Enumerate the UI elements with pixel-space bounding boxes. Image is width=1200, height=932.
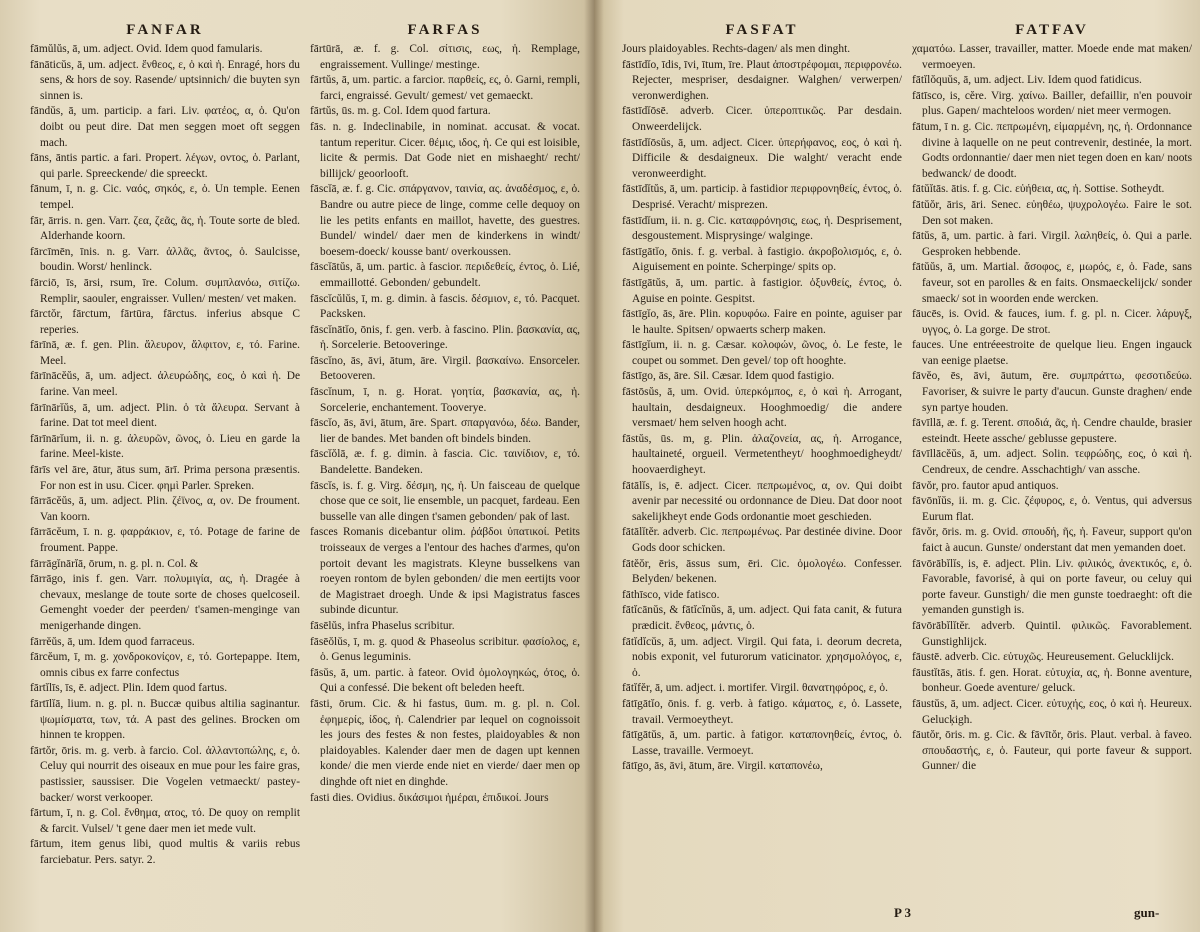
dictionary-entry: fātĕŏr, ēris, āssus sum, ēri. Cic. ὁμολογέω. Confesser. Belyden/ bekenen. <box>622 557 902 586</box>
dictionary-entry: fārtūrā, æ. f. g. Col. σίτισις, εως, ἡ. Remplage, engraissement. Vullinge/ mestinge. <box>310 43 580 71</box>
running-head-fasfat: FASFAT <box>725 22 799 38</box>
dictionary-entry: fārcĕum, ī, m. g. χονδροκονίςον, ε, τό. Gortepappe. Item, omnis cibus ex farre confectus <box>30 651 300 679</box>
dictionary-entry: Jours plaidoyables. Rechts-dagen/ als men dinght. <box>622 43 851 55</box>
dictionary-entry: fārtum, ī, n. g. Col. ἔνθημα, ατος, τό. De quoy on remplit & farcit. Vulsel/ 't gene daer men iet mede vult. <box>30 807 300 835</box>
dictionary-entry: fāucēs, is. Ovid. & fauces, ium. f. g. pl. n. Cicer. λάρυγξ, υγγος, ὁ. La gorge. De strot. <box>912 308 1192 336</box>
catchword: gun- <box>1134 905 1160 920</box>
dictionary-entry: fāvōrābĭlĭtĕr. adverb. Quintil. φιλικῶς. Favorablement. Gunstighlijck. <box>912 619 1192 648</box>
dictionary-entry: fātŭŏr, āris, āri. Senec. εὐηθέω, ψυχρολογέω. Faire le sot. Den sot maken. <box>912 198 1192 227</box>
dictionary-entry: fāstōsŭs, ā, um. Ovid. ὑπερκόμπος, ε, ὁ καὶ ἡ. Arrogant, haultain, desdaigneux. Hooghmoedig/ die andere versmaet/ hem selven hoogh acht. <box>622 386 902 430</box>
dictionary-entry: fātīsco, is, cĕre. Virg. χαίνω. Bailler, defaillir, n'en pouvoir plus. Gapen/ machteloos worden/ niet meer vermogen. <box>912 89 1192 118</box>
dictionary-entry: fāscĭno, ās, āvi, ātum, āre. Virgil. βασκαίνω. Ensorceler. Betooveren. <box>310 354 580 383</box>
dictionary-entry: fāvŏr, ōris. m. g. Ovid. σπουδή, ῆς, ἡ. Faveur, support qu'on faict à aucun. Gunste/ onderstant dat men yemanden doet. <box>912 526 1192 554</box>
dictionary-entry: fārctŏr, fārctum, fārtūra, fārctus. inferius absque C reperies. <box>30 308 300 336</box>
left-page <box>0 0 594 932</box>
signature-mark: P 3 <box>894 905 911 920</box>
dictionary-entry: fārrācĕŭs, ā, um. adject. Plin. ζέϊνος, α, ον. De froument. Van koorn. <box>30 495 300 523</box>
dictionary-entry: fārīnā, æ. f. gen. Plin. ἄλευρον, ἄλφιτον, ε, τό. Farine. Meel. <box>30 339 300 367</box>
dictionary-entry: χαματόω. Lasser, travailler, matter. Moede ende mat maken/ vermoeyen. <box>912 43 1192 71</box>
dictionary-entry: fasces Romanis dicebantur olim. ῥάβδοι ὑπατικοί. Petits troisseaux de verges a l'entour des haches d'armes, qu'on portoit devant les magistrats. Kleyne busselkens van roeyen rontom de bylen gebonden/ die men eertijts voor de Magistraet droegh. Unde & ipsi Magistratus fasces subinde dicuntur. <box>310 526 580 617</box>
left-column-2 <box>310 22 580 868</box>
dictionary-entry: fārtĭlīs, īs, ē. adject. Plin. Idem quod fartus. <box>30 682 228 695</box>
dictionary-entry: fāstīdĭtŭs, ā, um. particip. à fastidior περιφρονηθείς, έντος, ὁ. Desprisé. Veracht/ misprezen. <box>622 183 902 211</box>
dictionary-entry: fāvōrābĭlĭs, is, ē. adject. Plin. Liv. φιλικός, ἀνεκτικός, ε, ὁ. Favorable, favorisé, à qui on porte faveur, ou celuy qui porte faveur. Gunstigh/ die men gunste toedraeght: oft die yemanden gunstigh is. <box>912 557 1192 617</box>
dictionary-entry: fāstīgĭo, ās, āre. Plin. κορυφόω. Faire en pointe, aguiser par le haulte. Spitsen/ opwaerts scherp maken. <box>622 308 902 336</box>
dictionary-entry: fāscĭcŭlŭs, ī, m. g. dimin. à fascis. δέσμιον, ε, τό. Pacquet. Packsken. <box>310 292 580 321</box>
dictionary-entry: fāstīgātĭo, ōnis. f. g. verbal. à fastigio. ἀκροβολισμός, ε, ὁ. Aiguisement en pointe. Scherpinge/ spits op. <box>622 245 902 274</box>
dictionary-entry: fāvīllācĕŭs, ā, um. adject. Solin. τεφρώδης, εος, ὁ καὶ ἡ. Cendreux, de cendre. Asschachtigh/ van assche. <box>912 448 1192 477</box>
dictionary-entry: fāstīdĭōsē. adverb. Cicer. ὑπεροπτικῶς. Par desdain. Onweerdelijck. <box>622 105 902 133</box>
dictionary-entry: fāsēlŭs, infra Phaselus scribitur. <box>310 619 455 632</box>
dictionary-entry: fāstīdĭum, ii. n. g. Cic. καταφρόνησις, εως, ἡ. Desprisement, desgoustement. Misprysinge/ walginge. <box>622 214 902 243</box>
dictionary-entry: fāstīgĭum, ii. n. g. Cæsar. κολοφών, ῶνος, ὁ. Le feste, le coupet ou sommet. Den gevel/ top oft hooghte. <box>622 339 902 367</box>
dictionary-entry: fātĭcānŭs, & fātĭcĭnŭs, ā, um. adject. Qui fata canit, & futura prædicit. ἔνθεος, μάντις, ὁ. <box>622 604 902 632</box>
dictionary-entry: fāustŭs, ā, um. adject. Cicer. εὐτυχής, εος, ὁ καὶ ἡ. Heureux. Gelucķigh. <box>912 697 1192 726</box>
running-head-fanfar: FANFAR <box>126 22 204 38</box>
dictionary-entry: fārīs vel āre, ātur, ātus sum, ārī. Prima persona præsentis. For non est in usu. Cicer. φημὶ Parler. Spreken. <box>30 464 300 492</box>
dictionary-entry: fāstīgātŭs, ā, um. partic. à fastigior. ὀξυνθείς, έντος, ὁ. Aguise en pointe. Gespitst. <box>622 276 902 305</box>
dictionary-entry: fāutŏr, ōris. m. g. Cic. & fāvītŏr, ōris. Plaut. verbal. à faveo. σπουδαστής, ε, ὁ. Fauteur, qui porte faveur & support. Gunner/ die <box>912 729 1192 773</box>
dictionary-entry: fāvōnĭŭs, ii. m. g. Cic. ζέφυρος, ε, ὁ. Ventus, qui adversus Eurum flat. <box>912 495 1192 523</box>
dictionary-entry: fāstīdĭōsŭs, ā, um. adject. Cicer. ὑπερήφανος, εος, ὁ καὶ ἡ. Difficile & desdaigneux. Die walght/ veracht ende veronweerdight. <box>622 136 902 180</box>
dictionary-entry: fārtīlĭā, lium. n. g. pl. n. Buccæ quibus altilia saginantur. ψωμίσματα, των, τά. A past des gelines. Brocken om hinnen te kroppen. <box>30 697 300 742</box>
dictionary-entry: fātum, ī n. g. Cic. πεπρωμένη, εἱμαρμένη, ης, ἡ. Ordonnance divine à laquelle on ne peut contrevenir, destinée, la mort. Godts ordonnantie/ daer men niet tegen doen en kan/ noots bedwanck/ de doodt. <box>912 120 1192 180</box>
dictionary-entry: fāsti, ōrum. Cic. & hi fastus, ūum. m. g. pl. n. Col. ἐφημερίς, ίδος, ἡ. Calendrier par lequel on cognoissoit les jours des festes & non festes, plaidoyables & non plaidoyables. Kalender daer men de dagen upt kennen konde/ die men vierde ende niet en vierde/ daer men op dinghde oft niet en dinghde. <box>310 697 580 788</box>
dictionary-entry: fārtŭs, ūs. m. g. Col. Idem quod fartura. <box>310 105 491 118</box>
dictionary-entry: fātīgātĭo, ōnis. f. g. verb. à fatigo. κάματος, ε, ὁ. Lassete, travail. Vermoeytheyt. <box>622 697 902 726</box>
running-head-farfas: FARFAS <box>407 22 483 38</box>
dictionary-entry: fāscĭnum, ī, n. g. Horat. γοητία, βασκανία, ας, ἡ. Sorcelerie, enchantement. Tooverye. <box>310 386 580 414</box>
dictionary-entry: fāustē. adverb. Cic. εὐτυχῶς. Heureusement. Gelucklijck. <box>912 651 1174 664</box>
dictionary-entry: fārtum, item genus libi, quod multis & variis rebus farciebatur. Pers. satyr. 2. <box>30 838 300 866</box>
dictionary-entry: fārrācĕum, ī. n. g. φαρράκιον, ε, τό. Potage de farine de froument. Pappe. <box>30 526 300 554</box>
dictionary-entry: fās. n. g. Indeclinabile, in nominat. accusat. & vocat. tantum reperitur. Cicer. θέμις, ιδος, ἡ. Ce qui est loisible, licite & permis. Dat Gode niet en mishaeght/ recht/ billijck/ geoorlooft. <box>310 120 580 180</box>
dictionary-entry: fāstŭs, ūs. m, g. Plin. ἀλαζονεία, ας, ἡ. Arrogance, haultaineté, orgueil. Vermetentheyt/ hooghmoedigheydt/ hoovaerdigheyt. <box>622 432 902 477</box>
entry-list <box>912 42 1192 775</box>
entry-list <box>30 42 300 868</box>
dictionary-entry: fātālĭs, is, ē. adject. Cicer. πεπρωμένος, α, ον. Qui doibt avenir par necessité ou ordonnance de Dieu. Dat door noot sakelijkheyt ende Gods ordonantie moet geschieden. <box>622 479 902 523</box>
dictionary-entry: fārīnārĭŭs, ā, um. adject. Plin. ὁ τὰ ἄλευρα. Servant à farine. Dat tot meel dient. <box>30 401 300 430</box>
right-column-2 <box>912 22 1192 775</box>
dictionary-entry: fāvŏr, pro. fautor apud antiquos. <box>912 479 1059 492</box>
dictionary-entry: fāsŭs, ā, um. partic. à fateor. Ovid ὁμολογηκώς, ότος, ὁ. Qui a confessé. Die bekent oft beleden heeft. <box>310 666 580 695</box>
dictionary-entry: fāscĭŏlā, æ. f. g. dimin. à fascia. Cic. ταινίδιον, ε, τό. Bandelette. Bandeken. <box>310 448 580 477</box>
dictionary-entry: fāvĕo, ēs, āvi, āutum, ēre. συμπράττω, φεσοτιδεύω. Favoriser, & suivre le party d'aucun. Gunste draghen/ ende syn partye houden. <box>912 370 1192 414</box>
dictionary-entry: fārrĕŭs, ā, um. Idem quod farraceus. <box>30 635 195 648</box>
dictionary-entry: fāsēŏlŭs, ī, m. g. quod & Phaseolus scribitur. φασίολος, ε, ὁ. Genus leguminis. <box>310 635 580 664</box>
dictionary-entry: fāmŭlŭs, ā, um. adject. Ovid. Idem quod famularis. <box>30 43 263 55</box>
dictionary-entry: fārīnācĕŭs, ā, um. adject. ἀλευρώδης, εος, ὁ καὶ ἡ. De farine. Van meel. <box>30 370 300 399</box>
dictionary-entry: fātīgātŭs, ā, um. partic. à fatigor. καταπονηθείς, έντος, ὁ. Lasse, travaille. Vermoeyt. <box>622 729 902 757</box>
dictionary-entry: fārtŭs, ā, um. partic. a farcior. παρθείς, ες, ὁ. Garni, rempli, farci, engraissé. Gevult/ gemest/ vet gemaeckt. <box>310 74 580 102</box>
left-column-1 <box>30 22 300 868</box>
dictionary-entry: fauces. Une entréeestroite de quelque lieu. Engen ingauck van eenige plaetse. <box>912 339 1192 367</box>
dictionary-entry: fātŭŭs, ā, um. Martial. ἄσοφος, ε, μωρός, ε, ὁ. Fade, sans faveur, sot en parolles & en faits. Onsmaeckelijck/ sonder smaeck/ sot in woorden ende wercken. <box>912 261 1192 305</box>
dictionary-entry: fātŭĭtās. ātis. f. g. Cic. εὐήθεια, ας, ἡ. Sottise. Sotheydt. <box>912 183 1165 196</box>
dictionary-entry: fāscĭnātĭo, ōnis, f. gen. verb. à fascino. Plin. βασκανία, ας, ἡ. Sorcelerie. Betooveringe. <box>310 323 580 352</box>
dictionary-entry: fāstīgo, ās, āre. Sil. Cæsar. Idem quod fastigio. <box>622 370 835 383</box>
gutter-shadow <box>594 0 604 932</box>
dictionary-entry: fāustĭtās, ātis. f. gen. Horat. εὐτυχία, ας, ἡ. Bonne aventure, bonheur. Goede aventure/ geluck. <box>912 666 1192 695</box>
right-column-1 <box>622 22 902 775</box>
dictionary-entry: fāthīsco, vide fatisco. <box>622 588 720 601</box>
entry-list <box>622 42 902 775</box>
dictionary-entry: fāscĭā, æ. f. g. Cic. σπάργανον, ταινία, ας. ἀναδέσμος, ε, ὁ. Bandre ou autre piece de linge, comme celle dequoy on lie les petits enfants en maillot, havette, des guestres. Bundel/ windel/ daer men de kinderkens in windt/ boesem-doeck/ kousse bant/ overkoussen. <box>310 183 580 258</box>
dictionary-entry: fātĭlŏquŭs, ā, um. adject. Liv. Idem quod fatidicus. <box>912 74 1142 87</box>
dictionary-entry: fāscĭo, ās, āvi, ātum, āre. Spart. σπαργανόω, δέω. Bander, lier de bandes. Met banden oft bindels binden. <box>310 417 580 445</box>
gutter-shadow <box>584 0 594 932</box>
dictionary-entry: fātŭs, ā, um. partic. à fari. Virgil. λαληθείς, ὁ. Qui a parle. Gesproken hebbende. <box>912 230 1192 258</box>
dictionary-entry: fāndŭs, ā, um. particip. a fari. Liv. φατέος, α, ὁ. Qu'on doibt ou peut dire. Dat men seggen moet oft seggen mach. <box>30 105 300 149</box>
running-head-fatfav: FATFAV <box>1015 22 1089 38</box>
dictionary-entry: fārrāgo, inis f. gen. Varr. πολυμιγία, ας, ἡ. Dragée à chevaux, meslange de toute sorte de choses quelcoseil. Gemenght voeder der peerden/ t'samen-menginge van menigerhande dingen. <box>30 573 300 632</box>
dictionary-entry: fārciō, īs, ārsi, rsum, īre. Colum. συμπλανόω, σιτίζω. Remplir, saouler, engraisser. Vullen/ mesten/ vet maken. <box>30 276 300 305</box>
dictionary-entry: fānāticŭs, ā, um. adject. ἔνθεος, ε, ὁ καὶ ἡ. Enragé, hors du sens, & hors de soy. Rasende/ uptsinnich/ die buyten syn sinnen is. <box>30 58 300 102</box>
dictionary-entry: fār, ārris. n. gen. Varr. ζεα, ζεᾶς, ᾶς, ἡ. Toute sorte de bled. Alderhande koorn. <box>30 214 300 243</box>
dictionary-entry: fārtŏr, ōris. m. g. verb. à farcio. Col. ἀλλαντοπώλης, ε, ὁ. Celuy qui nourrit des oiseaux en mue pour les faire gras, pastissier, saussiser. Die Vogelen vetmaeckt/ pastey-backer/ worst verkooper. <box>30 744 300 804</box>
dictionary-entry: fāscĭs, is. f. g. Virg. δέσμη, ης, ἡ. Un faisceau de quelque chose que ce soit, lie ensemble, un pacquet, fardeau. Een busselle van alle dingen t'samen gebonden/ pak of last. <box>310 479 580 523</box>
entry-list <box>310 42 580 806</box>
dictionary-entry: fasti dies. Ovidius. δικάσιμοι ἡμέραι, ἐπιδικοί. Jours <box>310 791 549 804</box>
dictionary-entry: fāns, āntis partic. a fari. Propert. λέγων, οντος, ὁ. Parlant, qui parle. Spreeckende/ die spreeckt. <box>30 152 300 180</box>
dictionary-entry: fārīnārĭum, ii. n. g. ἀλευρῶν, ῶνος, ὁ. Lieu en garde la farine. Meel-kiste. <box>30 432 300 461</box>
dictionary-entry: fāstīdĭo, īdis, īvi, ītum, īre. Plaut ἀποστρέφομαι, περιφρονέω. Rejecter, mespriser, desdaigner. Walghen/ verwerpen/ veronwerdighen. <box>622 58 902 102</box>
dictionary-entry: fātĭfĕr, ā, um. adject. i. mortifer. Virgil. θανατηφόρος, ε, ὁ. <box>622 682 888 695</box>
dictionary-entry: fātīgo, ās, āvi, ātum, āre. Virgil. καταπονέω, <box>622 760 823 773</box>
dictionary-entry: fāscĭātŭs, ā, um. partic. à fascior. περιδεθείς, έντος, ὁ. Lié, emmaillotté. Gebonden/ gebundelt. <box>310 261 580 289</box>
right-page <box>594 0 1200 932</box>
dictionary-entry: fātĭdĭcŭs, ā, um. adject. Virgil. Qui fata, i. deorum decreta, nobis exponit, vel futurorum vaticinator. χρησμολόγος, ε, ὁ. <box>622 635 902 679</box>
dictionary-entry: fātālĭtĕr. adverb. Cic. πεπρωμένως. Par destinée divine. Door Gods door schicken. <box>622 526 902 554</box>
dictionary-entry: fārrāgĭnārĭā, ōrum, n. g. pl. n. Col. & <box>30 557 199 570</box>
dictionary-entry: fāvīllā, æ. f. g. Terent. σποδιά, ᾶς, ἡ. Cendre chaulde, brasier esteindt. Heete assche/ geblusse gepustere. <box>912 417 1192 445</box>
dictionary-entry: fārcīmēn, īnis. n. g. Varr. ἀλλᾶς, ᾶντος, ὁ. Saulcisse, boudin. Worst/ henlinck. <box>30 245 300 274</box>
dictionary-entry: fānum, ī, n. g. Cic. ναός, σηκός, ε, ὁ. Un temple. Eenen tempel. <box>30 183 300 211</box>
